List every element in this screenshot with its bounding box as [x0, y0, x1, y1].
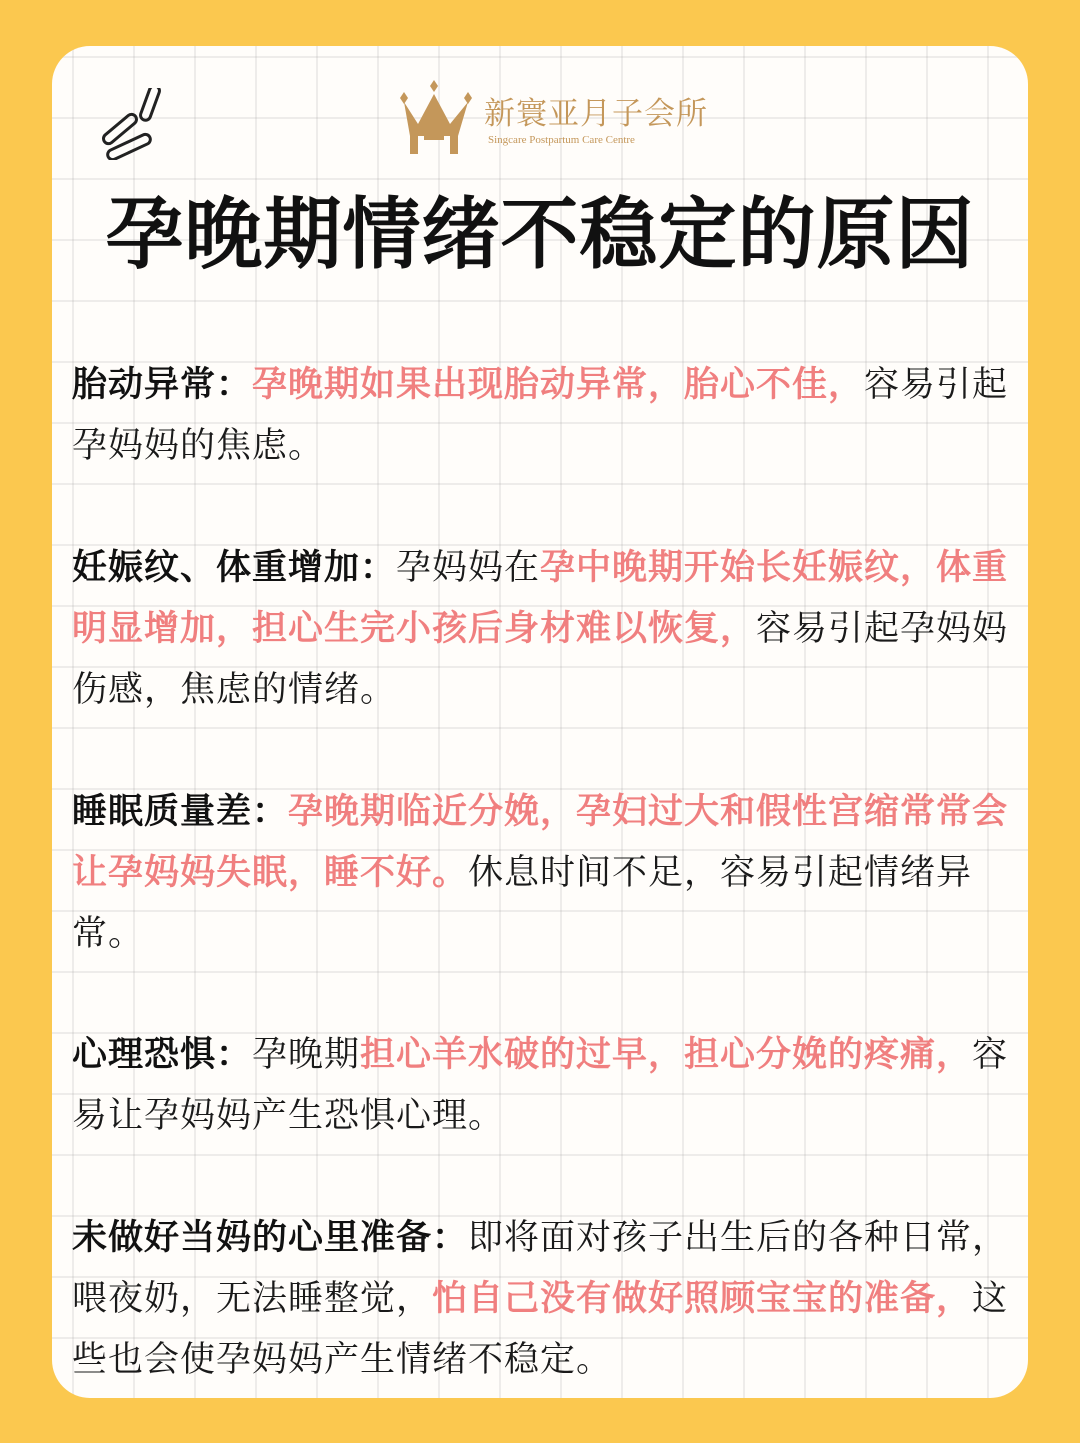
section-highlight: 孕晚期如果出现胎动异常，胎心不佳，	[252, 365, 865, 405]
sparkle-lines-icon	[96, 88, 168, 160]
section-highlight: 孕中晚期开始长妊娠纹，体重明显增加，担心生完小孩后身材难以恢复，	[72, 548, 1009, 649]
section-stretch-marks	[72, 538, 1012, 721]
section-label: 未做好当妈的心里准备：	[72, 1218, 469, 1258]
brand-logo	[398, 78, 708, 158]
crown-icon	[398, 78, 478, 158]
brand-name: 新寰亚月子会所	[484, 96, 708, 132]
section-highlight: 怕自己没有做好照顾宝宝的准备，	[432, 1279, 973, 1319]
section-text: 即将面对孩子出生后的各种日常，喂夜奶，无法睡整觉，	[72, 1218, 1009, 1319]
section-highlight: 担心羊水破的过早，担心分娩的疼痛，	[360, 1035, 973, 1075]
section-text: 休息时间不足，容易引起情绪异常。	[72, 853, 973, 954]
page-title: 孕晚期情绪不稳定的原因	[105, 190, 975, 280]
section-fetal-movement	[72, 355, 1012, 477]
section-label: 心理恐惧：	[72, 1035, 253, 1075]
section-sleep	[72, 782, 1012, 965]
section-text: 容易引起孕妈妈伤感，焦虑的情绪。	[72, 609, 1009, 710]
section-text: 容易引起孕妈妈的焦虑。	[72, 365, 1009, 466]
section-not-ready	[72, 1208, 1012, 1391]
section-highlight: 孕晚期临近分娩，孕妇过大和假性宫缩常常会让孕妈妈失眠，睡不好。	[72, 792, 1009, 893]
section-text: 孕晚期	[252, 1035, 361, 1075]
section-label: 胎动异常：	[72, 365, 253, 405]
section-fear	[72, 1025, 1012, 1147]
section-label: 睡眠质量差：	[72, 792, 289, 832]
section-text: 容易让孕妈妈产生恐惧心理。	[72, 1035, 1009, 1136]
section-text: 这些也会使孕妈妈产生情绪不稳定。	[72, 1279, 1009, 1380]
section-label: 妊娠纹、体重增加：	[72, 548, 397, 588]
brand-subtitle: Singcare Postpartum Care Centre	[488, 134, 635, 146]
section-text: 孕妈妈在	[396, 548, 541, 588]
